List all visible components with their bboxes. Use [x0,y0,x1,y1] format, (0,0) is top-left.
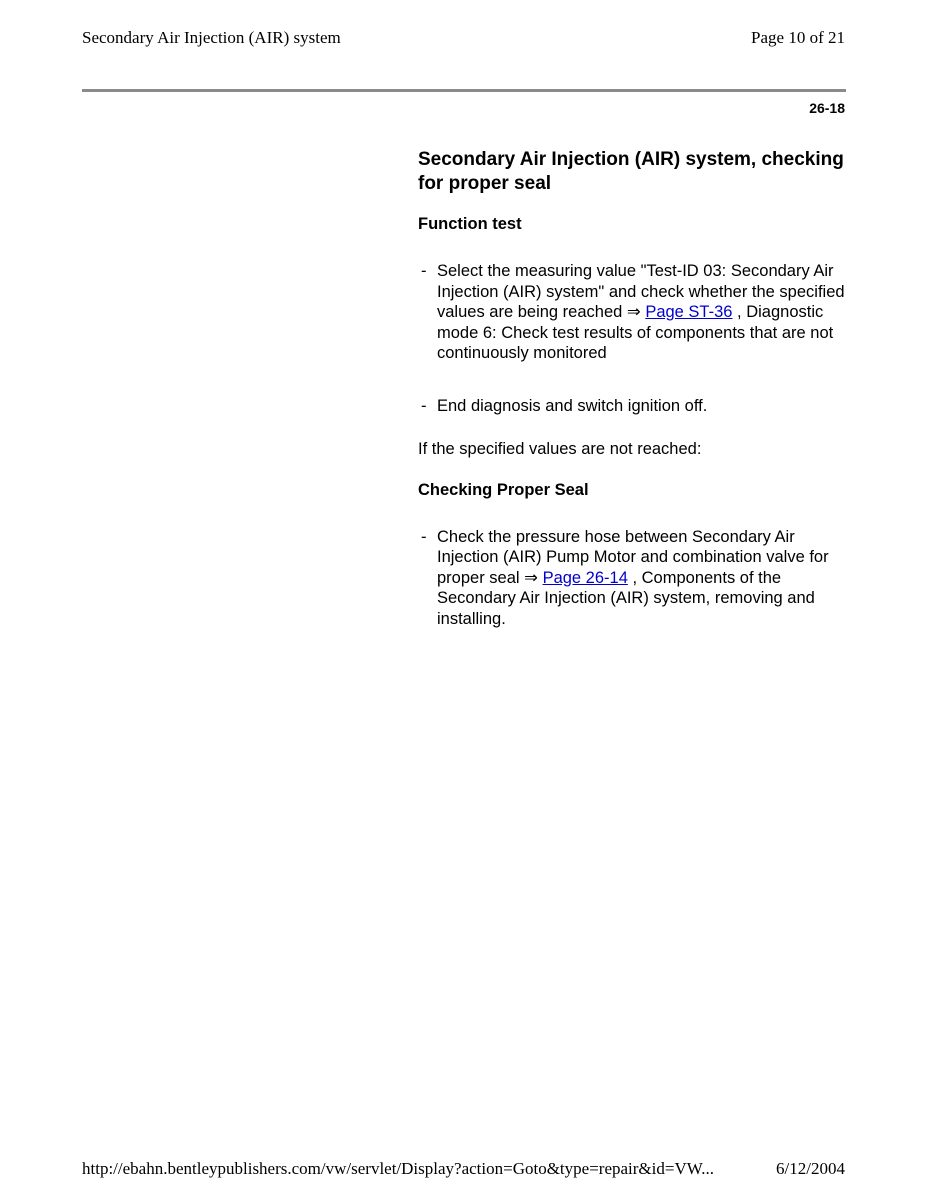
function-test-heading: Function test [418,215,522,233]
step-text: End diagnosis and switch ignition off. [437,396,708,415]
step-text: , Diagnostic mode 6: Check test results of components that are not continuously monitored [437,303,834,362]
step-dash: - [421,262,427,280]
step-check-pressure-hose [418,527,848,630]
step-text: , Components of the Secondary Air Injection (AIR) system, removing and installing. [437,568,815,628]
link-page-26-14[interactable]: Page 26-14 [542,568,628,587]
step-end-diagnosis [418,396,848,417]
step-dash: - [421,527,427,546]
print-footer-url: http://ebahn.bentleypublishers.com/vw/servlet/Display?action=Goto&type=repair&id=VW... [82,1159,714,1178]
print-header-title: Secondary Air Injection (AIR) system [82,28,341,47]
arrow-right-icon: ⇒ [524,568,538,587]
step-text: Select the measuring value "Test-ID 03: Secondary Air Injection (AIR) system" and check whether the specified values are being reached [437,262,845,321]
page-code: 26-18 [809,100,845,116]
print-header-page-number: Page 10 of 21 [751,28,845,47]
header-divider [82,89,846,92]
link-page-st-36[interactable]: Page ST-36 [645,303,733,321]
step-select-measuring-value [418,261,848,364]
step-dash: - [421,396,427,415]
print-footer-date: 6/12/2004 [776,1159,845,1178]
note-values-not-reached: If the specified values are not reached: [418,440,702,458]
checking-seal-heading: Checking Proper Seal [418,480,589,499]
arrow-right-icon: ⇒ [626,303,641,321]
page-heading: Secondary Air Injection (AIR) system, checking for proper seal [418,149,844,194]
document-content [418,148,848,629]
step-text: Check the pressure hose between Secondary Air Injection (AIR) Pump Motor and combination valve for proper seal [437,527,829,587]
